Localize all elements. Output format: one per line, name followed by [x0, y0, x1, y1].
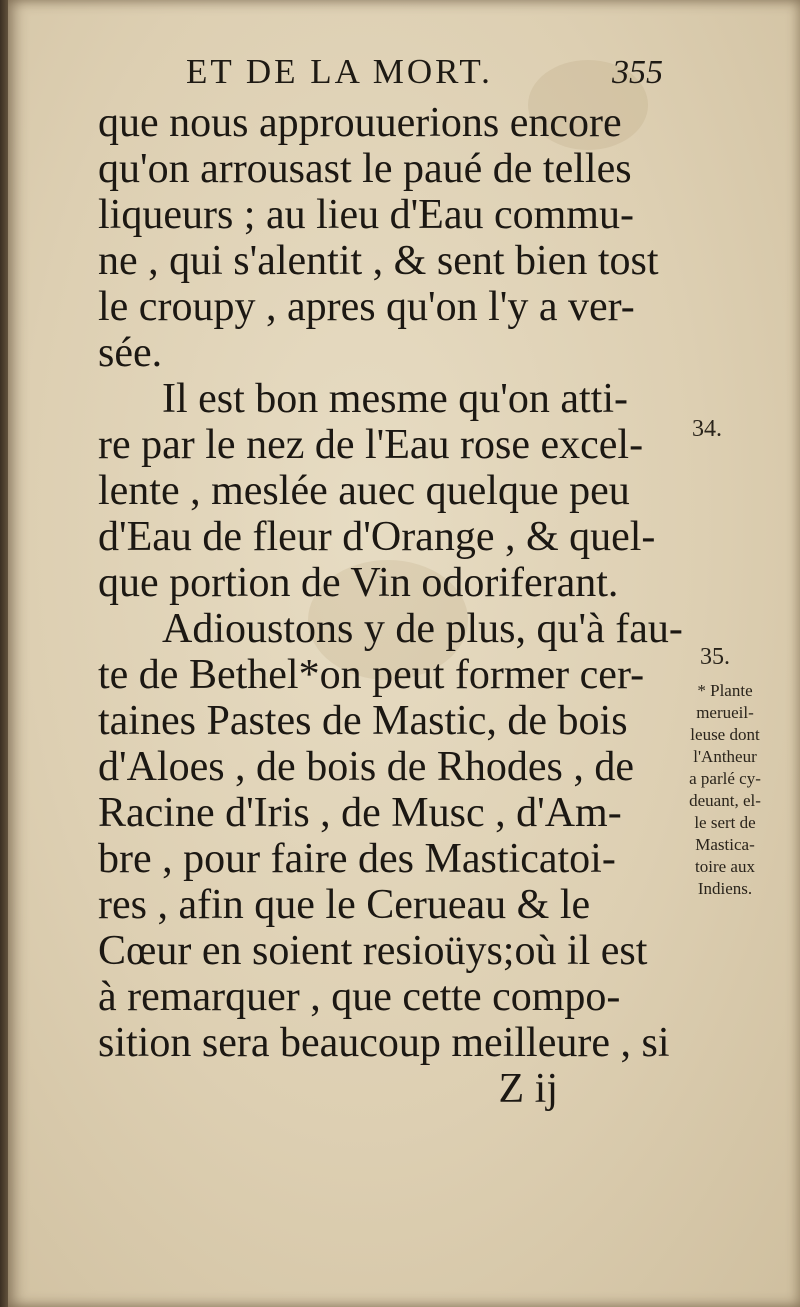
- page-header: [0, 52, 800, 98]
- text-line: taines Pastes de Mastic, de bois: [98, 698, 628, 744]
- margin-note: [660, 680, 790, 900]
- margin-note-line: a parlé cy-: [689, 769, 761, 788]
- margin-note-line: deuant, el-: [689, 791, 761, 810]
- text-line: d'Eau de fleur d'Orange , & quel-: [98, 514, 656, 560]
- margin-note-line: le sert de: [694, 813, 756, 832]
- margin-note-line: merueil-: [696, 703, 754, 722]
- text-line: lente , meslée auec quelque peu: [98, 468, 630, 514]
- text-line: ne , qui s'alentit , & sent bien tost: [98, 238, 659, 284]
- text-line: sition sera beaucoup meilleure , si: [98, 1020, 670, 1066]
- running-title: ET DE LA MORT.: [186, 52, 493, 91]
- margin-note-line: toire aux: [695, 857, 755, 876]
- text-line: le croupy , apres qu'on l'y a ver-: [98, 284, 635, 330]
- text-line: bre , pour faire des Masticatoi-: [98, 836, 616, 882]
- text-line: sée.: [98, 330, 163, 376]
- body-text: [98, 100, 683, 1112]
- text-line: que nous approuuerions encore: [98, 100, 622, 146]
- margin-note-line: l'Antheur: [693, 747, 757, 766]
- catchword: Z ij: [498, 1066, 558, 1112]
- text-line: res , afin que le Cerueau & le: [98, 882, 591, 928]
- text-line: Cœur en soient resioüys;où il est: [98, 928, 648, 974]
- text-line: d'Aloes , de bois de Rhodes , de: [98, 744, 634, 790]
- text-line: Racine d'Iris , de Musc , d'Am-: [98, 790, 622, 836]
- text-line: qu'on arrousast le paué de telles: [98, 146, 632, 192]
- text-line: liqueurs ; au lieu d'Eau commu-: [98, 192, 634, 238]
- margin-note-line: Mastica-: [695, 835, 755, 854]
- margin-section-number: 34.: [692, 416, 722, 442]
- text-line: re par le nez de l'Eau rose excel-: [98, 422, 644, 468]
- margin-note-line: Indiens.: [697, 879, 753, 898]
- text-line: que portion de Vin odoriferant.: [98, 560, 619, 606]
- margin-section-number: 35.: [700, 644, 730, 670]
- page-number: 355: [612, 54, 663, 91]
- text-line: Adioustons y de plus, qu'à fau-: [162, 606, 683, 652]
- text-line: te de Bethel*on peut former cer-: [98, 652, 645, 698]
- margin-note-line: * Plante: [697, 681, 753, 700]
- text-line: à remarquer , que cette compo-: [98, 974, 621, 1020]
- margin-note-line: leuse dont: [690, 725, 760, 744]
- text-line: Il est bon mesme qu'on atti-: [162, 376, 628, 422]
